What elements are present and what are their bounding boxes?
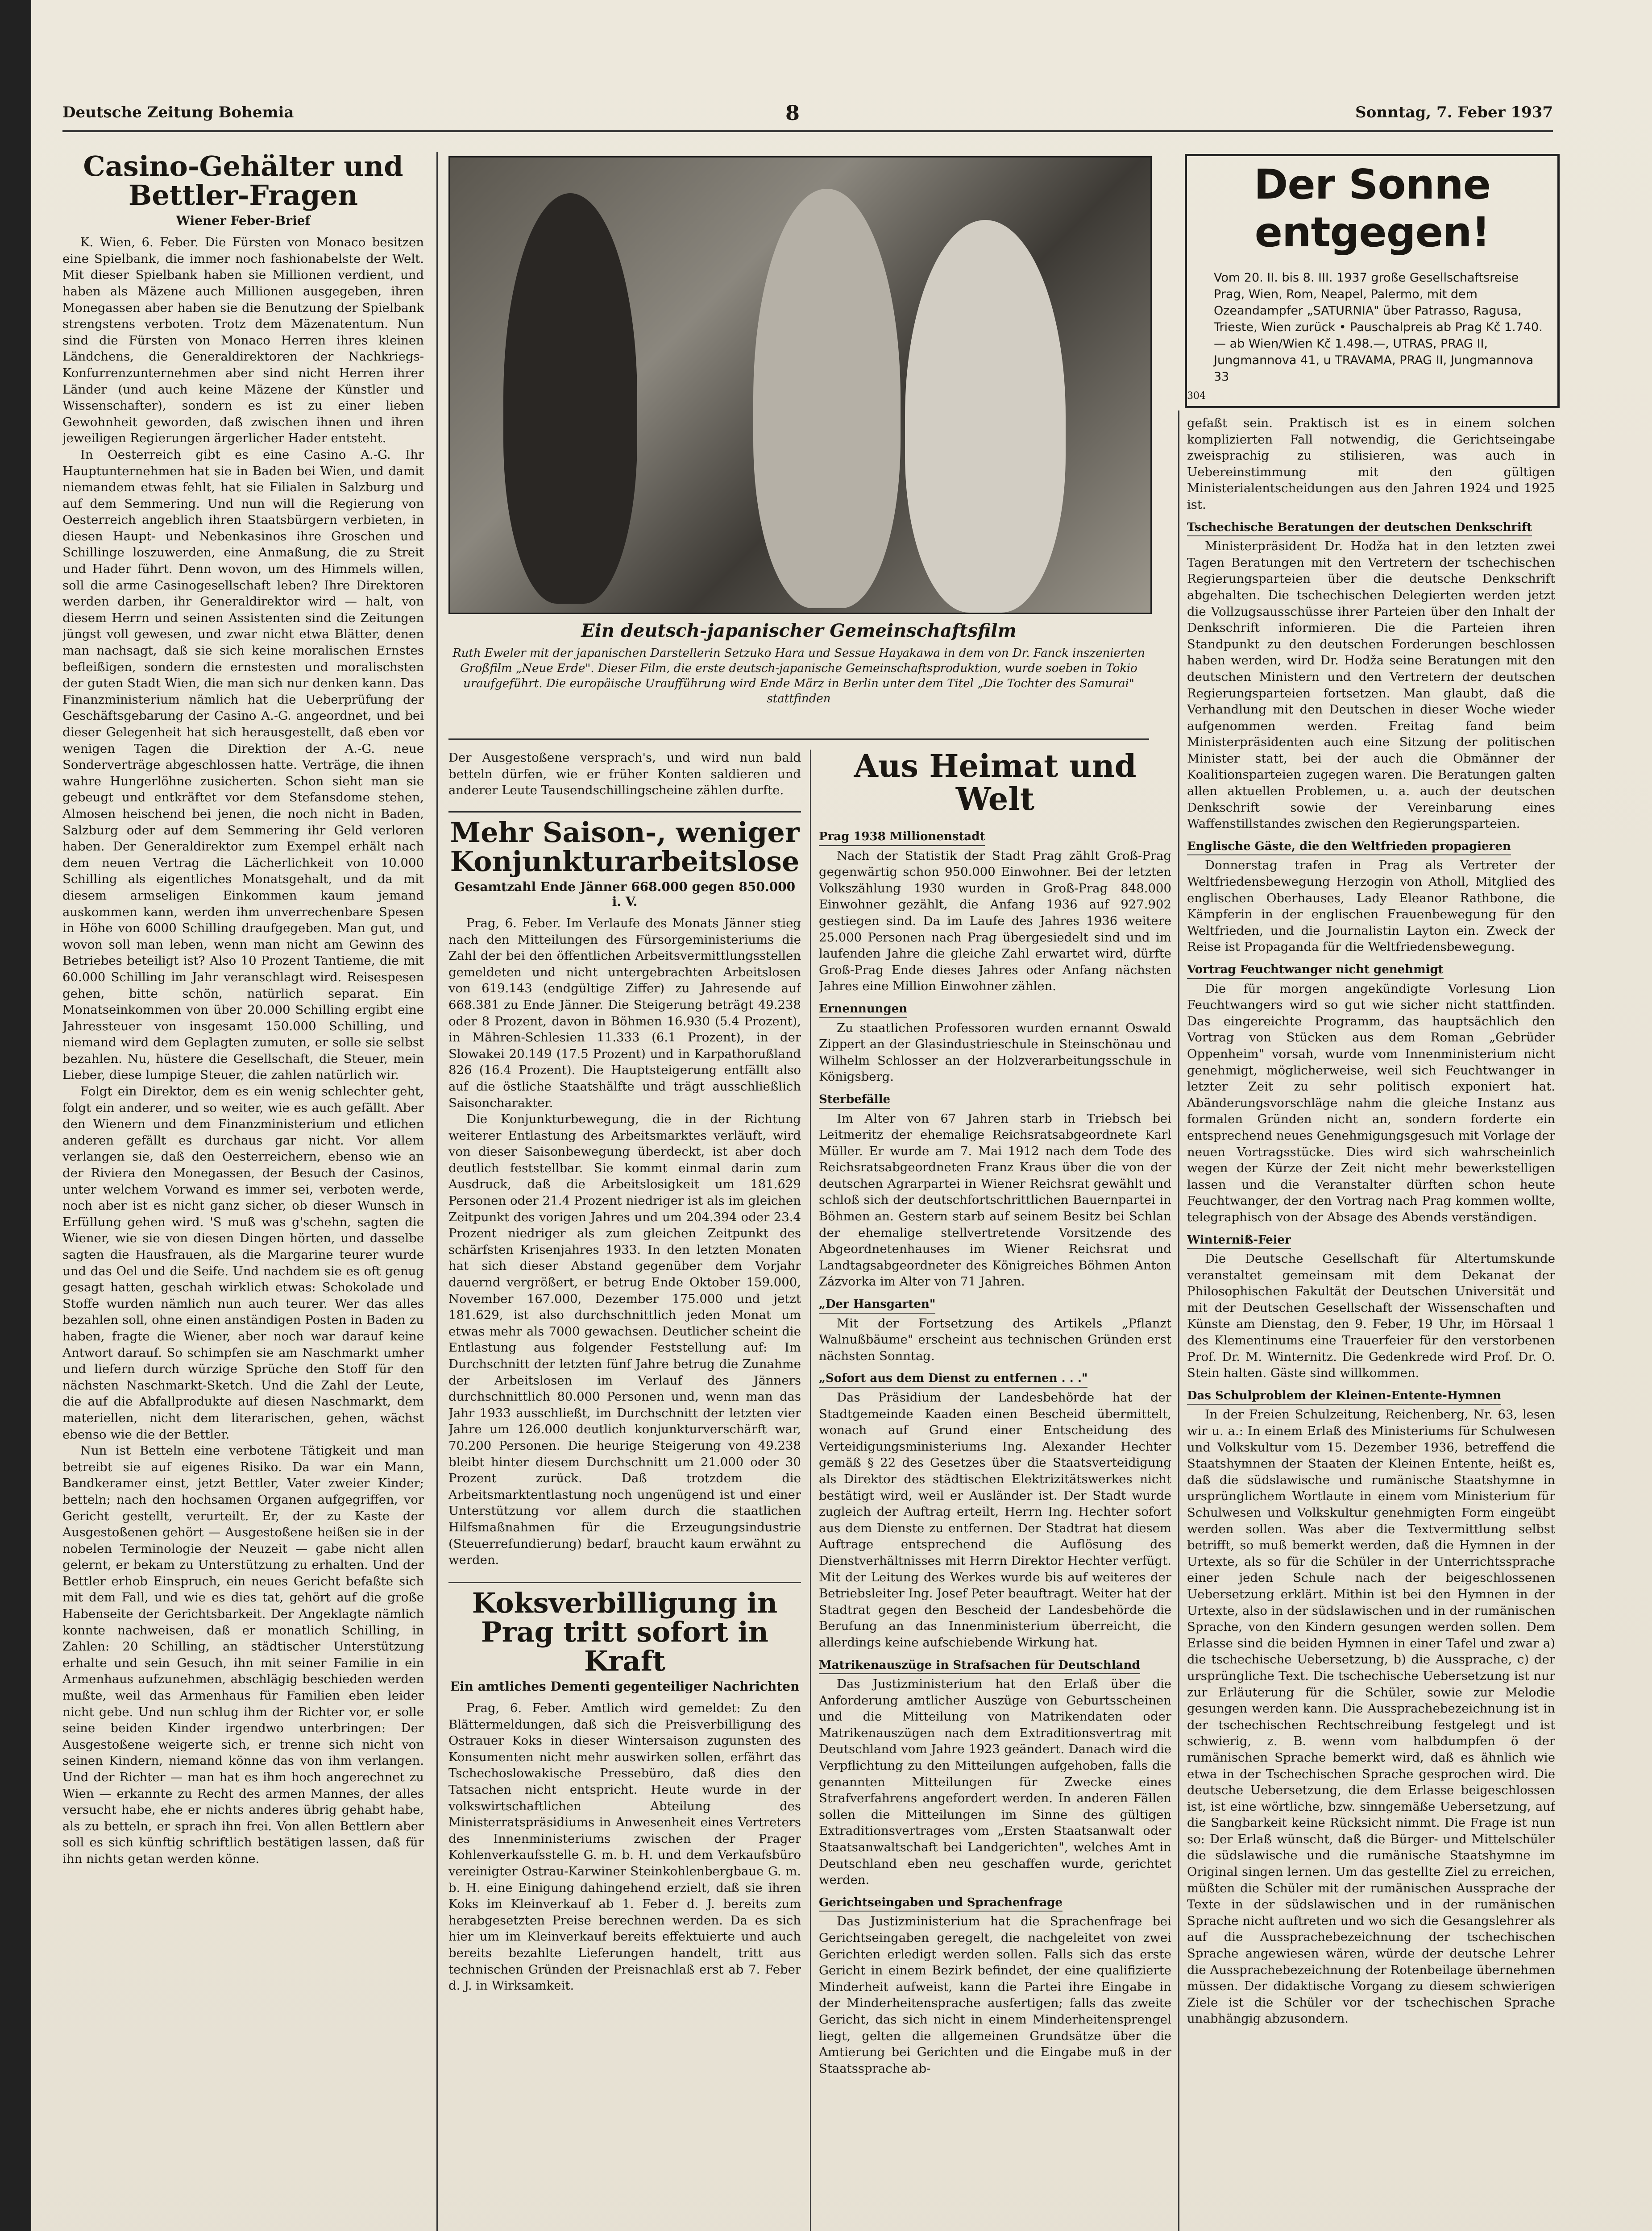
photo-figure [753, 189, 901, 608]
section-rule [448, 811, 801, 813]
right-section-head: Das Schulproblem der Kleinen-Entente-Hymnen [1187, 1388, 1501, 1405]
column-rule [436, 152, 438, 2231]
heimat-section-head: Sterbefälle [819, 1091, 890, 1109]
heimat-section-head: Gerichtseingaben und Sprachenfrage [819, 1895, 1063, 1912]
saison-subtitle: Gesamtzahl Ende Jänner 668.000 gegen 850.000 i. V. [454, 879, 796, 909]
casino-paragraph: K. Wien, 6. Feber. Die Fürsten von Monaco besitzen eine Spielbank, die immer noch fashionabelste der Welt. Mit dieser Spielbank haben sie Millionen verdient, und haben als Mäzene auch Millionen ausgegeben, ihren Monegassen aber haben sie die Benutzung der Spielbank strengstens verboten. Trotz dem Mäzenatentum. Nun sind die Fürsten von Monaco Herren ihres kleinen Ländchens, die Generaldirektoren der Nachkriegs-Konfurrenzunternehmen aber sind nicht Herren ihrer Länder (und auch keine Mäzene der Künstler und Wissenschafter), sondern es ist zu einer lieben Gewohnheit geworden, daß zwischen ihnen und ihren jeweiligen Regierungen ärgerlicher Hader entsteht. [62, 235, 424, 446]
caption-title: Ein deutsch-japanischer Gemeinschaftsfilm [581, 620, 1017, 641]
page-header [62, 101, 1553, 132]
paper-name: Deutsche Zeitung Bohemia [62, 104, 294, 121]
casino-body [62, 234, 424, 1867]
film-still-photo [448, 156, 1152, 614]
heimat-section-head: Prag 1938 Millionenstadt [819, 829, 985, 846]
saison-paragraph: Prag, 6. Feber. Im Verlaufe des Monats Jänner stieg nach den Mitteilungen des Fürsorgeministeriums die Zahl der bei den öffentlichen Arbeitsvermittlungsstellen gemeldeten und nicht untergebrachten Arbeitslosen von 619.143 (endgültige Ziffer) zu Jahresende auf 668.381 zu Ende Jänner. Die Steigerung beträgt 49.238 oder 8 Prozent, davon in Böhmen 16.930 (5.4 Prozent), in Mähren-Schlesien 11.333 (6.1 Prozent), in der Slowakei 20.149 (17.5 Prozent) und in Karpathorußland 826 (16.4 Prozent). Die Hauptsteigerung entfällt also auf die östliche Staatshälfte und trägt ausschließlich Saisoncharakter. [448, 916, 801, 1110]
heimat-section-text: Mit der Fortsetzung des Artikels „Pflanzt Walnußbäume" erscheint aus technischen Gründen erst nächsten Sonntag. [819, 1316, 1171, 1363]
casino-continuation-text: Der Ausgestoßene versprach's, und wird nun bald betteln dürfen, wie er früher Konten saldieren und anderer Leute Tausendschillingscheine zählen durfte. [448, 751, 801, 798]
middle-column [448, 750, 801, 2231]
casino-paragraph: Folgt ein Direktor, dem es ein wenig schlechter geht, folgt ein anderer, und so weiter, wie es auch gefällt. Aber den Wienern und dem Finanzministerium und etlichen anderen gefällt es durchaus gar nicht. Vor allem verlangen sie, daß den Oesterreichern, ebenso wie an der Riviera den Monegassen, der Besuch der Casinos, unter welchem Vorwand es immer sei, verboten werde, noch aber ist es nicht ganz sicher, ob dieser Wunsch in Erfüllung gehen wird. 'S muß was g'schehn, sagten die Wiener, wie sie von diesen Dingen hörten, und dasselbe sagten die Hausfrauen, als die Margarine teurer wurde und das Oel und die Seife. Und nachdem sie es oft genug gesagt hatten, geschah wirklich etwas: Schokolade und Stoffe wurden nämlich nun auch teurer. Wer das alles bezahlen soll, ohne einen anständigen Posten in Baden zu haben, fragte die Wiener, aber noch war darauf keine Antwort darauf. So schimpfen sie am Naschmarkt umher und liefern durch würzige Sprüche den Stoff für den nächsten Naschmarkt-Sketch. Und die Zahl der Leute, die auf die Abfallprodukte auf diesen Naschmarkt, dem materiellen, nicht dem literarischen, gehen, wächst ebenso wie die der Bettler. [62, 1084, 424, 1442]
issue-date: Sonntag, 7. Feber 1937 [1355, 104, 1553, 121]
ad-title: Der Sonne entgegen! [1254, 161, 1491, 256]
koks-body [448, 1700, 801, 1994]
heimat-section-text: Das Justizministerium hat die Sprachenfrage bei Gerichtseingaben geregelt, die nachgeleitet von zwei Gerichten erledigt werden sollen. Falls sich das erste Gericht in einem Bezirk befindet, der eine qualifizierte Minderheit aufweist, kann die Partei ihre Eingabe in der Minderheitensprache ausfertigen; falls das zweite Gericht, das sich nicht in einem Minderheitensprengel liegt, gelten die allgemeinen Grundsätze über die Amtierung bei Gerichten und die Eingabe muß in der Staatssprache ab- [819, 1914, 1171, 2076]
ad-text: Vom 20. II. bis 8. III. 1937 große Gesellschaftsreise Prag, Wien, Rom, Neapel, Palermo, mit dem Ozeandampfer „SATURNIA" über Patrasso, Ragusa, Trieste, Wien zurück • Pauschalpreis ab Prag Kč 1.740.— ab Wien/Wien Kč 1.498.—, UTRAS, PRAG II, Jungmannova 41, u TRAVAMA, PRAG II, Jungmannova 33 [1214, 271, 1543, 384]
heimat-section-head: „Der Hansgarten" [819, 1296, 935, 1314]
section-rule [448, 1582, 801, 1583]
column-rule [1178, 411, 1179, 2231]
heimat-body [819, 822, 1171, 2077]
saison-body [448, 915, 801, 1568]
right-section-text: In der Freien Schulzeitung, Reichenberg, Nr. 63, lesen wir u. a.: In einem Erlaß des Ministeriums für Schulwesen und Volkskultur vom 15. Dezember 1936, betreffend die Staatshymnen der Staaten der Kleinen Entente, heißt es, daß die südslawische und rumänische Staatshymne in ursprünglichem Wortlaute in einem vom Ministerium für Schulwesen und Volkskultur genehmigten Form eingeübt werden sollen. Was aber die Textvermittlung selbst betrifft, so muß bemerkt werden, daß die Hymnen in der Urtexte, als so für die Schüler in der Unterrichtssprache einer jeden Schule nach der beigeschlossenen Uebersetzung erklärt. Mithin ist bei den Hymnen in der Urtexte, also in der südslawischen und in der rumänischen Sprache, von den Kindern gesungen werden sollen. Dem Erlasse sind die beiden Hymnen in einer Tafel und zwar a) die tschechische Uebersetzung, b) die Aussprache, c) der ursprüngliche Text. Die tschechische Uebersetzung ist nur zur Erläuterung für die Schüler, sowie zur Melodie gesungen werden kann. Die Aussprachebezeichnung ist in der tschechischen Rechtschreibung festgelegt und ist schwierig, z. B. wenn vom halbdumpfen ö der rumänischen Sprache bemerkt wird, daß es ähnlich wie etwa in der Tschechischen Sprache gesprochen wird. Die deutsche Uebersetzung, die dem Erlasse beigeschlossen ist, ist eine wörtliche, bzw. sinngemäße Uebersetzung, auf die Sangbarkeit keine Rücksicht nimmt. Die Frage ist nun so: Der Erlaß wünscht, daß die Bürger- und Mittelschüler die südslawische und die rumänische Staatshymne im Original singen lernen. Um das gestellte Ziel zu erreichen, müßten die Schüler mit der rumänischen Aussprache der Texte in der südslawischen und in der rumänischen Sprache nicht auftreten und wo sich die Gesangslehrer als auf die Aussprachebezeichnung der tschechischen Sprache angewiesen wären, würde der deutsche Lehrer die Aussprachebezeichnung der Rotenbeilage übernehmen müssen. Der didaktische Vorgang zu diesem schwierigen Ziele ist die Schüler vor der tschechischen Sprache unabhängig abzusondern. [1187, 1407, 1555, 2026]
right-section-text: Donnerstag trafen in Prag als Vertreter der Weltfriedensbewegung Herzogin von Atholl, Mitglied des englischen Oberhauses, Lady Eleanor Rathbone, die Kämpferin in der englischen Frauenbewegung für den Weltfrieden, und die Journalistin Layton ein. Zweck der Reise ist Propaganda für die Weltfriedensbewegung. [1187, 858, 1555, 954]
right-section-head: Vortrag Feuchtwanger nicht genehmigt [1187, 962, 1444, 979]
right-section-text: Ministerpräsident Dr. Hodža hat in den letzten zwei Tagen Beratungen mit den Vertretern der tschechischen Regierungsparteien über die deutsche Denkschrift abgehalten. Die tschechischen Delegierten werden jetzt die Vollzugsausschüsse ihrer Parteien über den Inhalt der Denkschrift informieren. Die die Parteien ihren Standpunkt zu den deutschen Forderungen beschlossen haben werden, wird Dr. Hodža seine Beratungen mit den deutschen Ministern und den Vertretern der deutschen Regierungsparteien fortsetzen. Man glaubt, daß die Verhandlung mit den Deutschen in dieser Woche wieder aufgenommen werden. Freitag fand beim Ministerpräsidenten auch eine Sitzung der politischen Minister statt, bei der auch die Obmänner der Koalitionsparteien zugegen waren. Die Beratungen galten allen aktuellen Problemen, u. a. auch der deutschen Denkschrift sowie der Vereinbarung eines Waffenstillstandes zwischen den Regierungsparteien. [1187, 539, 1555, 831]
heimat-section-text: Zu staatlichen Professoren wurden ernannt Oswald Zippert an der Glasindustrieschule in Steinschönau und Wilhelm Schlosser an der Holzverarbeitungsschule in Königsberg. [819, 1020, 1171, 1084]
casino-title: Casino-Gehälter und Bettler-Fragen [83, 152, 403, 212]
heimat-section-text: Das Präsidium der Landesbehörde hat der Stadtgemeinde Kaaden einen Bescheid übermittelt, wonach auf Grund einer Entscheidung des Verteidigungsministeriums Ing. Alexander Hechter gemäß § 22 des Gesetzes über die Staatsverteidigung als Direktor des städtischen Elektrizitätswerkes nicht bestätigt wird, weil er Ausländer ist. Der Stadt wurde zugleich der Auftrag erteilt, Herrn Ing. Hechter sofort aus dem Dienste zu entfernen. Der Stadtrat hat diesem Auftrage entsprechend die Auflösung des Dienstverhältnisses mit Herrn Direktor Hechter verfügt. Mit der Leitung des Werkes wurde bis auf weiteres der Betriebsleiter Ing. Josef Peter beauftragt. Weiter hat der Stadtrat gegen den Bescheid der Landesbehörde die Berufung an das Innenministerium überreicht, die allerdings keine aufschiebende Wirkung hat. [819, 1390, 1171, 1650]
ad-code: 304 [1187, 390, 1206, 402]
right-column [1187, 415, 1555, 2231]
heimat-section-text: Nach der Statistik der Stadt Prag zählt Groß-Prag gegenwärtig schon 950.000 Einwohner. Bei der letzten Volkszählung 1930 wurden in Groß-Prag 848.000 Einwohner gezählt, die Anfang 1936 auf 927.902 gestiegen sind. Da im Laufe des Jahres 1936 weitere 25.000 Personen nach Prag übergesiedelt sind und im laufenden Jahre die gleiche Zahl erwartet wird, dürfte Groß-Prag Ende dieses Jahres oder Anfang nächsten Jahres eine Million Einwohner zählen. [819, 848, 1171, 994]
right-section-text: Die Deutsche Gesellschaft für Altertumskunde veranstaltet gemeinsam mit dem Dekanat der Philosophischen Fakultät der Deutschen Universität und mit der Deutschen Gesellschaft der Wissenschaften und Künste am Dienstag, den 9. Feber, 19 Uhr, im Hörsaal 1 des Klementinums eine Trauerfeier für den verstorbenen Prof. Dr. M. Winternitz. Die Gedenkrede wird Prof. Dr. O. Stein halten. Gäste sind willkommen. [1187, 1252, 1555, 1381]
heimat-column [819, 750, 1171, 2231]
heimat-title: Aus Heimat und Welt [854, 750, 1137, 817]
casino-paragraph: In Oesterreich gibt es eine Casino A.-G. Ihr Hauptunternehmen hat sie in Baden bei Wien, und damit niemandem etwas fehlt, hat sie Filialen in Salzburg und auf dem Semmering. Und nun will die Regierung von Oesterreich angeblich ihren Staatsbürgern verbieten, in diesen Haupt- und Nebenkasinos ihre Groschen und Schillinge loszuwerden, eine Anmaßung, die zu Streit und Hader führt. Denn wovon, um des Himmels willen, soll die arme Casinogesellschaft leben? Ihre Direktoren werden darben, ihr Generaldirektor wird — halt, von diesem Herrn und seinen Assistenten sind die Zeitungen jüngst voll gewesen, und zwar nicht etwa Blätter, denen man nachsagt, daß sie sich keine moralischen Ernstes befleißigen, sondern die ernstesten und moralischsten der guten Stadt Wien, die man sich nur denken kann. Das Finanzministerium nämlich hat die Ueberprüfung der Geschäftsgebarung der Casino A.-G. angeordnet, und bei dieser Gelegenheit hat sich herausgestellt, daß eben vor wenigen Tagen die Direktion der A.-G. neue Sonderverträge abgeschlossen hatte. Verträge, die ihnen wahre Hungerlöhne zusicherten. Schon sieht man sie gebeugt und entkräftet vor dem Stefansdome stehen, Almosen heischend bei jenen, die noch nicht in Baden, Salzburg oder auf dem Semmering ihr Geld verloren haben. Der Generaldirektor zum Exempel erhält nach dem neuen Vertrag die Lächerlichkeit von 10.000 Schilling als eigentliches Monatsgehalt, und da mit diesem armseligen Einkommen kaum jemand auskommen kann, werden ihm unverrechenbare Spesen in Höhe von 6000 Schilling draufgegeben. Man gut, und wovon soll man leben, wenn man nicht am Gewinn des Betriebes beteiligt ist? Also 10 Prozent Tantieme, die mit 60.000 Schilling im Jahr veranschlagt wird. Reisespesen gehen, bitte schön, natürlich separat. Ein Monatseinkommen von über 20.000 Schilling ergibt eine Jahressteuer von insgesamt 150.000 Schilling, und niemand wird dem Geplagten zumuten, er solle sie selbst bezahlen. Nu, hüstere die Gesellschaft, die Steuer, mein Lieber, diese lumpige Steuer, die zahlen natürlich wir. [62, 447, 424, 1082]
scan-edge [0, 0, 31, 2231]
travel-advertisement [1185, 154, 1560, 408]
heimat-section-head: Ernennungen [819, 1001, 907, 1018]
column-rule [810, 750, 811, 2231]
photo-caption [448, 620, 1149, 706]
koks-paragraph: Prag, 6. Feber. Amtlich wird gemeldet: Zu den Blättermeldungen, daß sich die Preisverbilligung des Ostrauer Koks in dieser Wintersaison zugunsten des Konsumenten nicht mehr auswirken sollen, erfährt das Tschechoslowakische Pressebüro, daß dies den Tatsachen nicht entspricht. Heute wurde in der volkswirtschaftlichen Abteilung des Ministerratspräsidiums in Anwesenheit eines Vertreters des Innenministeriums zwischen der Prager Kohlenverkaufsstelle G. m. b. H. und dem Verkaufsbüro vereinigter Ostrau-Karwiner Steinkohlenbergbaue G. m. b. H. eine Einigung dahingehend erzielt, daß sie ihren Koks im Kleinverkauf ab 1. Feber d. J. bereits zum herabgesetzten Preise berechnen werden. Da es sich hier um im Kleinverkauf bereits effektuierte und auch bereits bezahlte Lieferungen handelt, tritt aus technischen Gründen der Preisnachlaß erst ab 7. Feber d. J. in Wirksamkeit. [448, 1701, 801, 1993]
right-section-head: Tschechische Beratungen der deutschen Denkschrift [1187, 519, 1532, 537]
photo-figure [503, 193, 637, 604]
casino-subtitle: Wiener Feber-Brief [176, 213, 311, 228]
casino-article [62, 152, 424, 2231]
heimat-section-head: Matrikenauszüge in Strafsachen für Deutschland [819, 1657, 1140, 1675]
saison-title: Mehr Saison-, weniger Konjunkturarbeitslose [450, 816, 800, 878]
page-number: 8 [785, 101, 800, 125]
koks-subtitle: Ein amtliches Dementi gegenteiliger Nachrichten [450, 1679, 800, 1694]
right-section-head: Englische Gäste, die den Weltfrieden propagieren [1187, 838, 1511, 856]
right-section-head: Winterniß-Feier [1187, 1232, 1291, 1249]
casino-paragraph: Nun ist Betteln eine verbotene Tätigkeit und man betreibt sie auf eigenes Risiko. Da war ein Mann, Bandkeramer einst, jetzt Bettler, Vater zweier Kinder; betteln; nach den hochsamen Organen aufgegriffen, vor Gericht gestellt, verurteilt. Er, der zu Kaste der Ausgestoßenen gehört — Ausgestoßene heißen sie in der nobelen Terminologie der Neuzeit — gabe nicht allen gelernt, er bekam zu Unterstützung zu erhalten. Und der Bettler erhob Einspruch, ein neues Gericht befaßte sich mit dem Fall, und wie es dies tat, gehört auf die große Habenseite der Gerichtsbarkeit. Der Angeklagte nämlich konnte nachweisen, daß er monatlich Schilling, in Zahlen: 20 Schilling, an städtischer Unterstützung erhalte und sein Gesuch, ihn mit seiner Familie in ein Armenhaus aufzunehmen, abschlägig beschieden werden mußte, weil das Armenhaus für Familien eben leider nicht gebe. Und nun schlug ihm der Richter vor, er solle seine beiden Kinder irgendwo unterbringen: Der Ausgestoßene weigerte sich, er trenne sich nicht von seinen Kindern, niemand könne das von ihm verlangen. Und der Richter — man hat es ihm hoch angerechnet zu Wien — erkannte zu Recht des armen Mannes, der alles versucht habe, ehe er nichts anderes übrig gehabt habe, als zu betteln, er sprach ihn frei. Von allen Bettlern aber soll es sich künftig schriftlich bestätigen lassen, daß für ihn nichts getan werden könne. [62, 1443, 424, 1866]
section-rule [448, 738, 1149, 740]
heimat-section-text: Im Alter von 67 Jahren starb in Triebsch bei Leitmeritz der ehemalige Reichsratsabgeordnete Karl Müller. Er wurde am 7. Mai 1912 nach dem Tode des Reichsratsabgeordneten Franz Kraus über die von der deutschen Agrarpartei in Wiener Reichsrat gewählt und schloß sich der deutschfortschrittlichen Bauernpartei in Böhmen an. Gestern starb auf seinem Besitz bei Schlan der ehemalige stellvertretende Vorsitzende des Abgeordnetenhauses im Wiener Reichsrat und Landtagsabgeordneter des Königreiches Böhmen Anton Zázvorka im Alter von 71 Jahren. [819, 1111, 1171, 1289]
heimat-section-text: Das Justizministerium hat den Erlaß über die Anforderung amtlicher Auszüge von Geburtsscheinen und die Mitteilung von Matrikendaten oder Matrikenauszügen nach dem Extraditionsvertrag mit Deutschland vom Jahre 1923 geändert. Danach wird die Verpflichtung zu den Mitteilungen aufgehoben, falls die genannten Mitteilungen für Zwecke eines Strafverfahrens angefordert werden. In anderen Fällen sollen die Mitteilungen im Sinne des gültigen Extraditionsvertrages vom „Ersten Staatsanwalt oder Staatsanwaltschaft bei Landgerichten", welches Amt in Deutschland eben neu geschaffen wurde, gerichtet werden. [819, 1677, 1171, 1887]
caption-text: Ruth Eweler mit der japanischen Darstellerin Setzuko Hara und Sessue Hayakawa in dem von Dr. Fanck inszenierten Großfilm „Neue Erde". Dieser Film, die erste deutsch-japanische Gemeinschaftsproduktion, wurde soeben in Tokio uraufgeführt. Die europäische Uraufführung wird Ende März in Berlin unter dem Titel „Die Tochter des Samurai" stattfinden [452, 647, 1145, 705]
photo-figure [905, 220, 1066, 613]
saison-paragraph: Die Konjunkturbewegung, die in der Richtung weiterer Entlastung des Arbeitsmarktes verläuft, wird von dieser Saisonbewegung überdeckt, ist aber doch deutlich feststellbar. Sie kommt einmal darin zum Ausdruck, daß die Arbeitslosigkeit um 181.629 Personen oder 21.4 Prozent niedriger ist als im gleichen Zeitpunkt des vorigen Jahres und um 204.394 oder 23.4 Prozent niedriger als zum gleichen Zeitpunkt des schärfsten Krisenjahres 1933. In den letzten Monaten hat sich dieser Abstand gegenüber dem Vorjahr dauernd vergrößert, er betrug Ende Oktober 159.000, November 167.000, Dezember 175.000 und jetzt 181.629, ist also durchschnittlich jeden Monat um etwas mehr als 7000 gewachsen. Deutlicher scheint die Entlastung aus folgender Feststellung auf: Im Durchschnitt der letzten fünf Jahre betrug die Zunahme der Arbeitslosen im Verlauf des Jänners durchschnittlich 80.000 Personen und, wenn man das Jahr 1933 ausschließt, im Durchschnitt der letzten vier Jahre um 126.000 deutlich konjunkturverschärft war, 70.200 Personen. Die heurige Steigerung von 49.238 bleibt hinter diesem Durchschnitt um 21.000 oder 30 Prozent zurück. Daß trotzdem die Arbeitsmarktentlastung noch ungenügend ist und einer Unterstützung vor allem durch die staatlichen Hilfsmaßnahmen für die Erzeugungsindustrie (Steuerrefundierung) bedarf, braucht kaum erwähnt zu werden. [448, 1112, 801, 1568]
casino-continuation [448, 750, 801, 799]
heimat-section-head: „Sofort aus dem Dienst zu entfernen . . ." [819, 1370, 1087, 1388]
koks-title: Koksverbilligung in Prag tritt sofort in Kraft [472, 1586, 778, 1677]
right-section-text: Die für morgen angekündigte Vorlesung Lion Feuchtwangers wird so gut wie sicher nicht stattfinden. Das eingereichte Programm, das hauptsächlich den Vortrag von Stücken aus dem Roman „Gebrüder Oppenheim" vorsah, wurde vom Innenministerium nicht genehmigt, möglicherweise, weil sich Feuchtwanger in letzter Zeit zu sehr politisch exponiert hat. Abänderungsvorschläge nahm die gleiche Instanz aus formalen Gründen nicht an, sondern forderte ein entsprechend neues Genehmigungsgesuch mit Vorlage der neuen Vortragsstücke. Dies wird sich wahrscheinlich wegen der Kürze der Zeit nicht mehr bewerkstelligen lassen und die Veranstalter dürften schon heute Feuchtwanger, der den Vortrag nach Prag kommen wollte, telegraphisch von der Absage des Abends verständigen. [1187, 981, 1555, 1224]
right-intro: gefaßt sein. Praktisch ist es in einem solchen komplizierten Fall notwendig, die Gerichtseingabe zweisprachig zu stilisieren, was auch in Uebereinstimmung mit den gültigen Ministerialentscheidungen aus den Jahren 1924 und 1925 ist. [1187, 416, 1555, 512]
right-body [1187, 415, 1555, 2027]
